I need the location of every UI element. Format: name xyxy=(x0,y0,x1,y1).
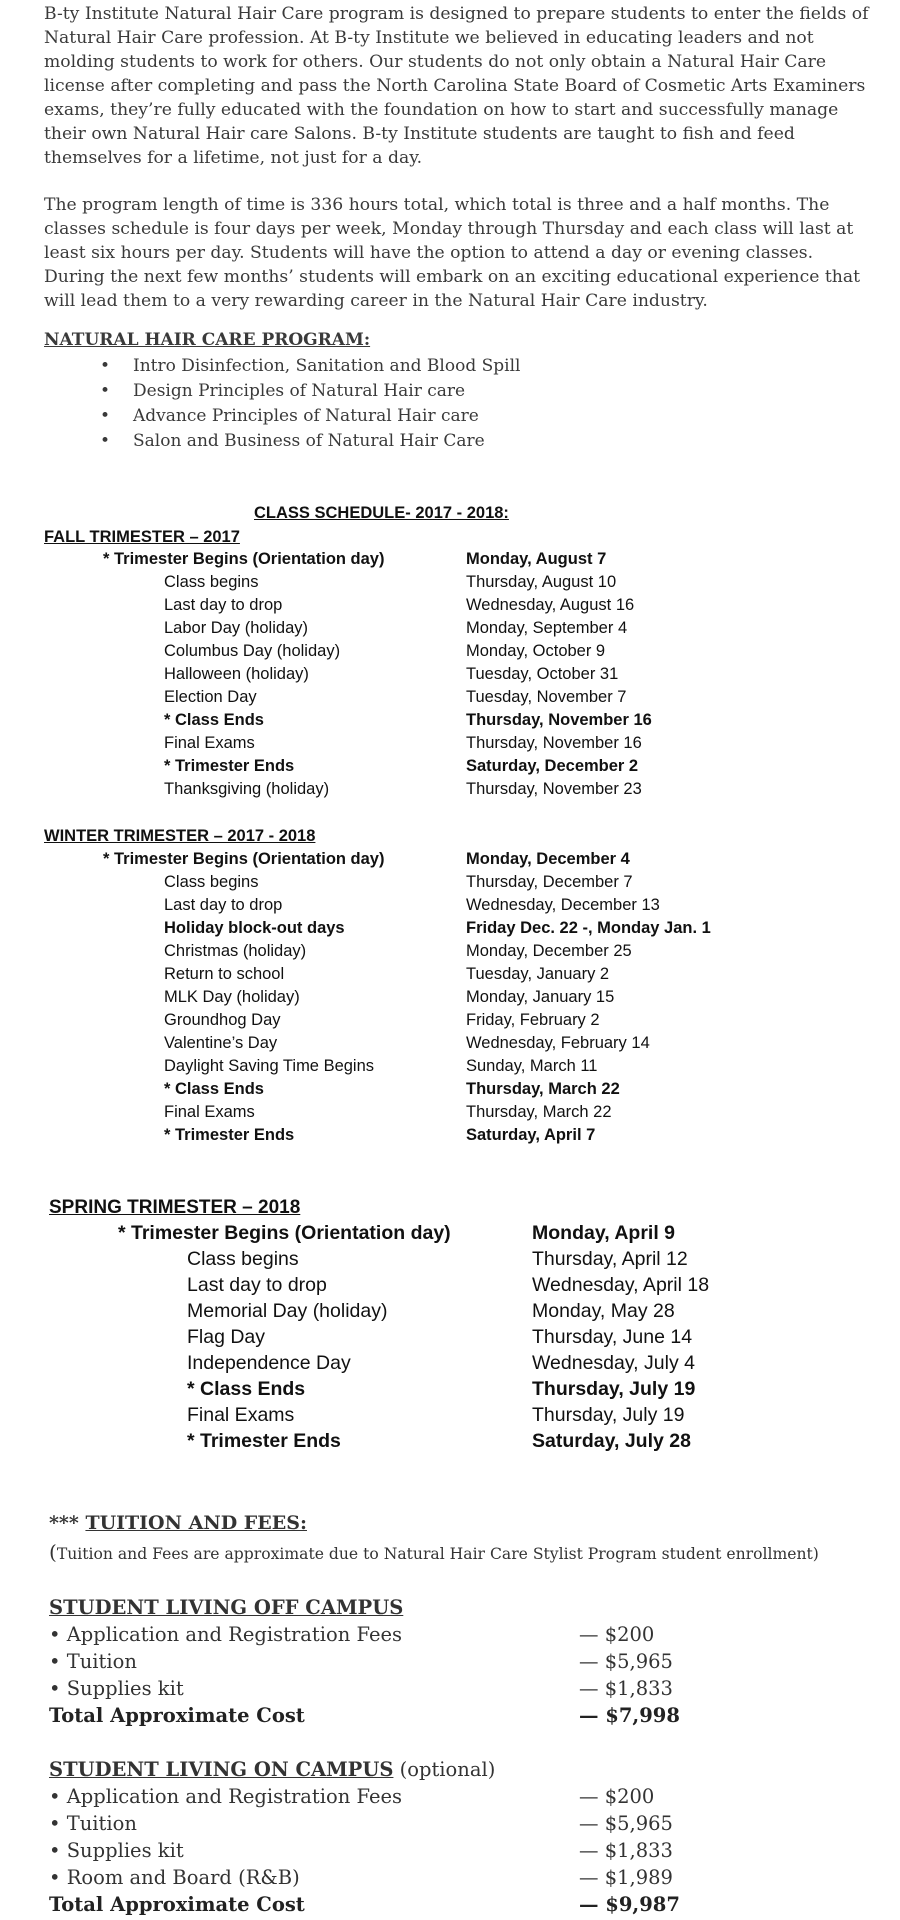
event-label: * Class Ends xyxy=(187,1378,306,1400)
fee-amount: — $1,989 xyxy=(579,1866,673,1889)
fee-label: • Tuition xyxy=(49,1812,137,1835)
event-date: Thursday, December 7 xyxy=(466,873,633,891)
event-date: Thursday, July 19 xyxy=(532,1404,685,1426)
fee-row xyxy=(49,1650,869,1677)
program-item: • Advance Principles of Natural Hair care xyxy=(100,404,520,429)
event-label: Final Exams xyxy=(164,1103,255,1121)
event-label: * Trimester Ends xyxy=(164,1126,295,1144)
event-label: Labor Day (holiday) xyxy=(164,619,308,637)
event-date: Friday, February 2 xyxy=(466,1011,600,1029)
event-date: Thursday, August 10 xyxy=(466,573,617,591)
program-heading: NATURAL HAIR CARE PROGRAM: xyxy=(44,330,371,350)
total-row xyxy=(49,1893,869,1920)
event-label: Class begins xyxy=(187,1248,299,1270)
event-date: Tuesday, January 2 xyxy=(466,965,610,983)
on-campus-heading xyxy=(49,1758,495,1781)
spring-trimester-title: SPRING TRIMESTER – 2018 xyxy=(49,1197,301,1218)
event-date: Saturday, December 2 xyxy=(466,757,639,775)
event-label: Return to school xyxy=(164,965,285,983)
tuition-heading xyxy=(49,1512,307,1534)
event-date: Tuesday, October 31 xyxy=(466,665,619,683)
event-date: Saturday, April 7 xyxy=(466,1126,596,1144)
event-label: Class begins xyxy=(164,573,259,591)
event-date: Wednesday, July 4 xyxy=(532,1352,695,1374)
tuition-note xyxy=(49,1540,819,1564)
event-date: Thursday, July 19 xyxy=(532,1378,696,1400)
fee-row xyxy=(49,1839,869,1866)
fee-amount: — $200 xyxy=(579,1623,655,1646)
event-label: Christmas (holiday) xyxy=(164,942,307,960)
event-date: Tuesday, November 7 xyxy=(466,688,627,706)
event-date: Thursday, March 22 xyxy=(466,1103,612,1121)
intro-text xyxy=(44,2,874,336)
fee-row xyxy=(49,1866,869,1893)
event-label: Columbus Day (holiday) xyxy=(164,642,341,660)
event-label: Last day to drop xyxy=(164,596,283,614)
total-label: Total Approximate Cost xyxy=(49,1704,305,1727)
event-label: Memorial Day (holiday) xyxy=(187,1300,388,1322)
event-date: Monday, September 4 xyxy=(466,619,628,637)
program-item: • Salon and Business of Natural Hair Care xyxy=(100,429,520,454)
program-item: • Intro Disinfection, Sanitation and Blood Spill xyxy=(100,354,520,379)
on-campus-optional: (optional) xyxy=(393,1758,496,1781)
total-label: Total Approximate Cost xyxy=(49,1893,305,1916)
event-date: Thursday, November 16 xyxy=(466,711,652,729)
tuition-stars: *** xyxy=(49,1512,79,1534)
event-date: Monday, August 7 xyxy=(466,550,607,568)
schedule-title: CLASS SCHEDULE- 2017 - 2018: xyxy=(254,504,509,522)
program-list xyxy=(100,354,520,454)
event-label: Final Exams xyxy=(187,1404,295,1426)
event-label: Last day to drop xyxy=(187,1274,327,1296)
fee-label: • Application and Registration Fees xyxy=(49,1785,403,1808)
event-label: Flag Day xyxy=(187,1326,266,1348)
tuition-note-text: Tuition and Fees are approximate due to Natural Hair Care Stylist Program student enrollment) xyxy=(56,1545,819,1563)
fee-label: • Supplies kit xyxy=(49,1677,184,1700)
event-label: Halloween (holiday) xyxy=(164,665,309,683)
event-label: * Trimester Begins (Orientation day) xyxy=(103,550,385,568)
program-item: • Design Principles of Natural Hair care xyxy=(100,379,520,404)
event-label: Daylight Saving Time Begins xyxy=(164,1057,375,1075)
fee-label: • Supplies kit xyxy=(49,1839,184,1862)
winter-trimester-title: WINTER TRIMESTER – 2017 - 2018 xyxy=(44,827,316,845)
event-date: Monday, May 28 xyxy=(532,1300,675,1322)
fee-label: • Room and Board (R&B) xyxy=(49,1866,300,1889)
event-date: Wednesday, December 13 xyxy=(466,896,660,914)
event-date: Thursday, April 12 xyxy=(532,1248,688,1270)
fee-label: • Application and Registration Fees xyxy=(49,1623,403,1646)
off-campus-heading-text: STUDENT LIVING OFF CAMPUS xyxy=(49,1596,404,1619)
fee-row xyxy=(49,1812,869,1839)
total-row xyxy=(49,1704,869,1731)
total-amount: — $9,987 xyxy=(579,1893,680,1916)
total-amount: — $7,998 xyxy=(579,1704,680,1727)
event-label: * Trimester Begins (Orientation day) xyxy=(118,1222,451,1244)
event-label: Independence Day xyxy=(187,1352,351,1374)
event-label: Valentine’s Day xyxy=(164,1034,278,1052)
event-label: * Trimester Ends xyxy=(164,757,295,775)
event-date: Wednesday, April 18 xyxy=(532,1274,710,1296)
event-date: Monday, December 4 xyxy=(466,850,630,868)
intro-paragraph-1: B-ty Institute Natural Hair Care program is designed to prepare students to enter the fields of Natural Hair Care profession. At B-ty Institute we believed in educating leaders and not molding students to work for others. Our students do not only obtain a Natural Hair Care license after completing and pass the North Carolina State Board of Cosmetic Arts Examiners exams, they’re fully educated with the foundation on how to start and successfully manage their own Natural Hair care Salons. B-ty Institute students are taught to fish and feed themselves for a lifetime, not just for a day. xyxy=(44,4,869,168)
event-label: Class begins xyxy=(164,873,259,891)
fee-amount: — $1,833 xyxy=(579,1677,673,1700)
event-date: Monday, January 15 xyxy=(466,988,615,1006)
tuition-heading-text: TUITION AND FEES: xyxy=(85,1512,307,1534)
fall-trimester-title: FALL TRIMESTER – 2017 xyxy=(44,528,240,546)
fee-row xyxy=(49,1677,869,1704)
event-label: Groundhog Day xyxy=(164,1011,281,1029)
tuition-note-paren: ( xyxy=(49,1540,57,1564)
on-campus-heading-text: STUDENT LIVING ON CAMPUS xyxy=(49,1758,394,1781)
fee-amount: — $5,965 xyxy=(579,1650,673,1673)
fee-label: • Tuition xyxy=(49,1650,137,1673)
event-label: Holiday block-out days xyxy=(164,919,345,937)
event-label: * Trimester Ends xyxy=(187,1430,341,1452)
event-date: Monday, October 9 xyxy=(466,642,606,660)
event-date: Wednesday, February 14 xyxy=(466,1034,650,1052)
off-campus-heading xyxy=(49,1596,403,1619)
intro-paragraph-2: The program length of time is 336 hours total, which total is three and a half months. The classes schedule is four days per week, Monday through Thursday and each class will last at least six hours per day. Students will have the option to attend a day or evening classes. During the next few months’ students will embark on an exciting educational experience that will lead them to a very rewarding career in the Natural Hair Care industry. xyxy=(44,195,860,311)
event-date: Friday Dec. 22 -, Monday Jan. 1 xyxy=(466,919,711,937)
event-label: * Trimester Begins (Orientation day) xyxy=(103,850,385,868)
event-label: Election Day xyxy=(164,688,257,706)
event-date: Wednesday, August 16 xyxy=(466,596,635,614)
fee-row xyxy=(49,1785,869,1812)
event-label: * Class Ends xyxy=(164,711,264,729)
event-date: Saturday, July 28 xyxy=(532,1430,691,1452)
fee-amount: — $200 xyxy=(579,1785,655,1808)
event-date: Thursday, March 22 xyxy=(466,1080,620,1098)
event-date: Thursday, November 16 xyxy=(466,734,642,752)
event-label: MLK Day (holiday) xyxy=(164,988,300,1006)
event-label: Last day to drop xyxy=(164,896,283,914)
event-date: Thursday, November 23 xyxy=(466,780,642,798)
event-date: Monday, April 9 xyxy=(532,1222,676,1244)
event-label: Thanksgiving (holiday) xyxy=(164,780,330,798)
fee-row xyxy=(49,1623,869,1650)
event-label: Final Exams xyxy=(164,734,255,752)
fee-amount: — $5,965 xyxy=(579,1812,673,1835)
event-date: Thursday, June 14 xyxy=(532,1326,693,1348)
event-date: Sunday, March 11 xyxy=(466,1057,598,1075)
event-label: * Class Ends xyxy=(164,1080,264,1098)
event-date: Monday, December 25 xyxy=(466,942,632,960)
fee-amount: — $1,833 xyxy=(579,1839,673,1862)
